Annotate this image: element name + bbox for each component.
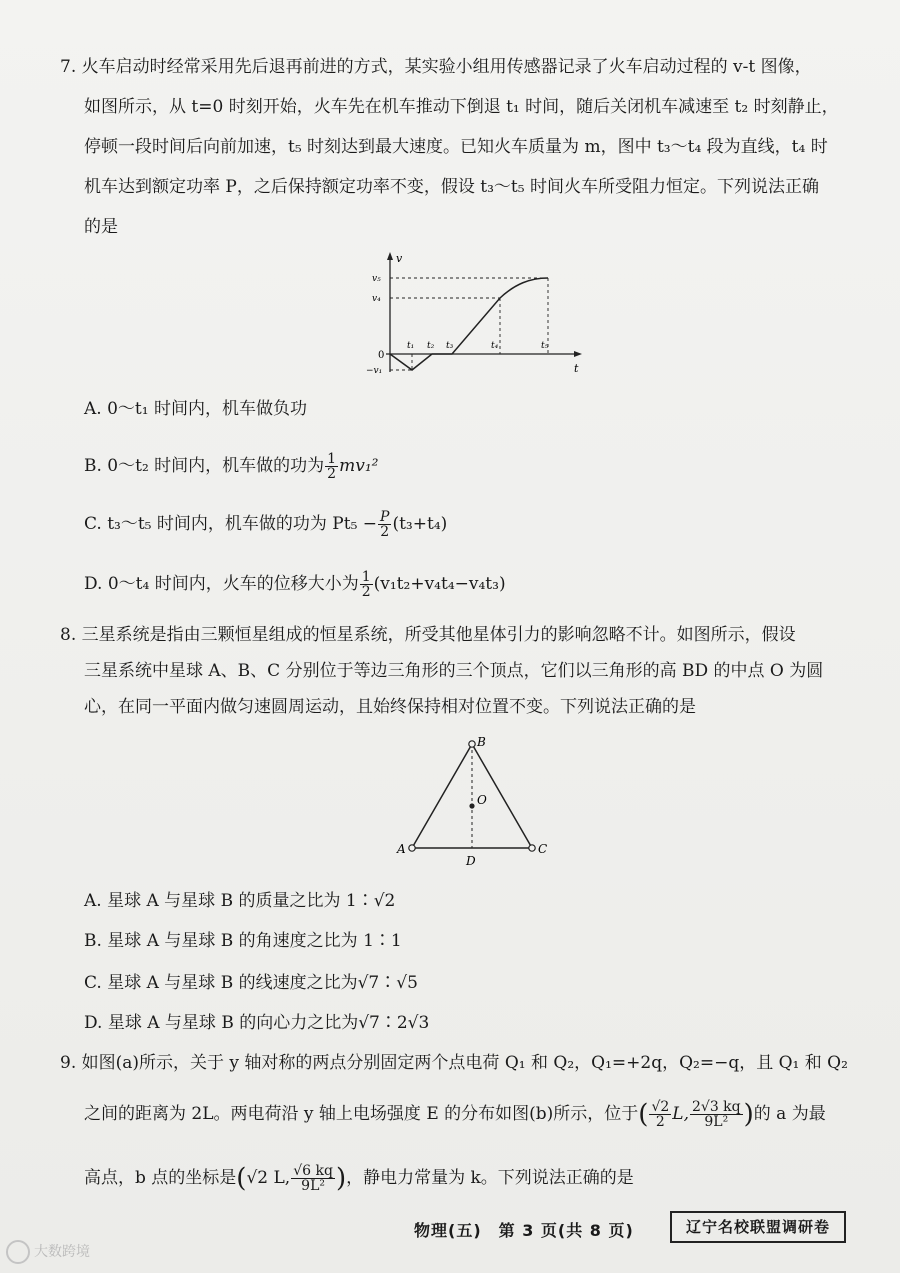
watermark: 大数跨境 [6, 1240, 90, 1264]
exam-series-box: 辽宁名校联盟调研卷 [670, 1211, 846, 1243]
q7-line-1: 7. 火车启动时经常采用先后退再前进的方式，某实验小组用传感器记录了火车启动过程的 v-t 图像， [60, 57, 812, 77]
q9-line-3: 高点，b 点的坐标是(√2 L, $\frac{√6 kq}{\text{9L²}}$ )，静电力常量为 k。下列说法正确的是 [84, 1163, 634, 1194]
q7-line-5: 的是 [84, 217, 118, 237]
axis-v-label: v [396, 252, 403, 265]
q7-option-c: C. t₃～t₅ 时间内，机车做的功为 Pt₅ − $\frac{P}{2}$ (t₃+t₄) [84, 509, 448, 540]
label-t3: t₃ [446, 341, 454, 351]
page-footer: 物理(五) 第 3 页(共 8 页) [414, 1221, 634, 1240]
q7-option-a: A. 0～t₁ 时间内，机车做负功 [84, 399, 307, 419]
label-t2: t₂ [427, 341, 435, 351]
q7-line-2: 如图所示，从 t=0 时刻开始，火车先在机车推动下倒退 t₁ 时间，随后关闭机车减速至 t₂ 时刻静止， [84, 97, 839, 117]
label-d: D [466, 854, 476, 868]
axis-t-label: t [574, 362, 579, 375]
label-v4: v₄ [372, 294, 381, 304]
label-o: O [477, 793, 487, 807]
q9-line-1: 9. 如图(a)所示，关于 y 轴对称的两点分别固定两个点电荷 Q₁ 和 Q₂，Q₁=+2q，Q₂=−q，且 Q₁ 和 Q₂ [60, 1053, 848, 1073]
q8-option-b: B. 星球 A 与星球 B 的角速度之比为 1∶1 [84, 931, 402, 951]
q7-line-4: 机车达到额定功率 P，之后保持额定功率不变，假设 t₃～t₅ 时间火车所受阻力恒定。下列说法正确 [84, 177, 819, 197]
label-c: C [538, 842, 548, 856]
q8-line-2: 三星系统中星球 A、B、C 分别位于等边三角形的三个顶点，它们以三角形的高 BD 的中点 O 为圆 [84, 661, 824, 681]
label-b: B [477, 735, 486, 749]
q8-option-a: A. 星球 A 与星球 B 的质量之比为 1∶√2 [84, 891, 396, 911]
q7-option-b: B. 0～t₂ 时间内，机车做的功为 $\frac{1}{2}$ mv₁² [84, 451, 379, 482]
label-v5: v₅ [372, 274, 381, 284]
label-neg-v1: −v₁ [366, 366, 383, 376]
q7-line-3: 停顿一段时间后向前加速，t₅ 时刻达到最大速度。已知火车质量为 m，图中 t₃～t₄ 段为直线，t₄ 时 [84, 137, 828, 157]
label-t1: t₁ [407, 341, 415, 351]
q8-line-1: 8. 三星系统是指由三颗恒星组成的恒星系统，所受其他星体引力的影响忽略不计。如图所示，假设 [60, 625, 796, 645]
label-a: A [397, 842, 406, 856]
q9-line-2: 之间的距离为 2L。两电荷沿 y 轴上电场强度 E 的分布如图(b)所示，位于( $\frac{√2}{2}$ L, $\frac{2√3 kq}{\text{9L²}}$ )的 a 为最 [84, 1099, 826, 1130]
q8-option-c: C. 星球 A 与星球 B 的线速度之比为√7∶√5 [84, 973, 418, 993]
q7-option-d: D. 0～t₄ 时间内，火车的位移大小为 $\frac{1}{2}$ (v₁t₂+v₄t₄−v₄t₃) [84, 569, 506, 600]
triangle-figure [392, 734, 552, 870]
q8-option-d: D. 星球 A 与星球 B 的向心力之比为√7∶2√3 [84, 1013, 430, 1033]
label-t4: t₄ [491, 341, 499, 351]
watermark-logo-icon [6, 1240, 30, 1264]
q8-line-3: 心，在同一平面内做匀速圆周运动，且始终保持相对位置不变。下列说法正确的是 [84, 697, 696, 717]
vt-graph [360, 250, 590, 380]
label-t5: t₅ [541, 341, 549, 351]
origin-label: 0 [378, 350, 385, 361]
